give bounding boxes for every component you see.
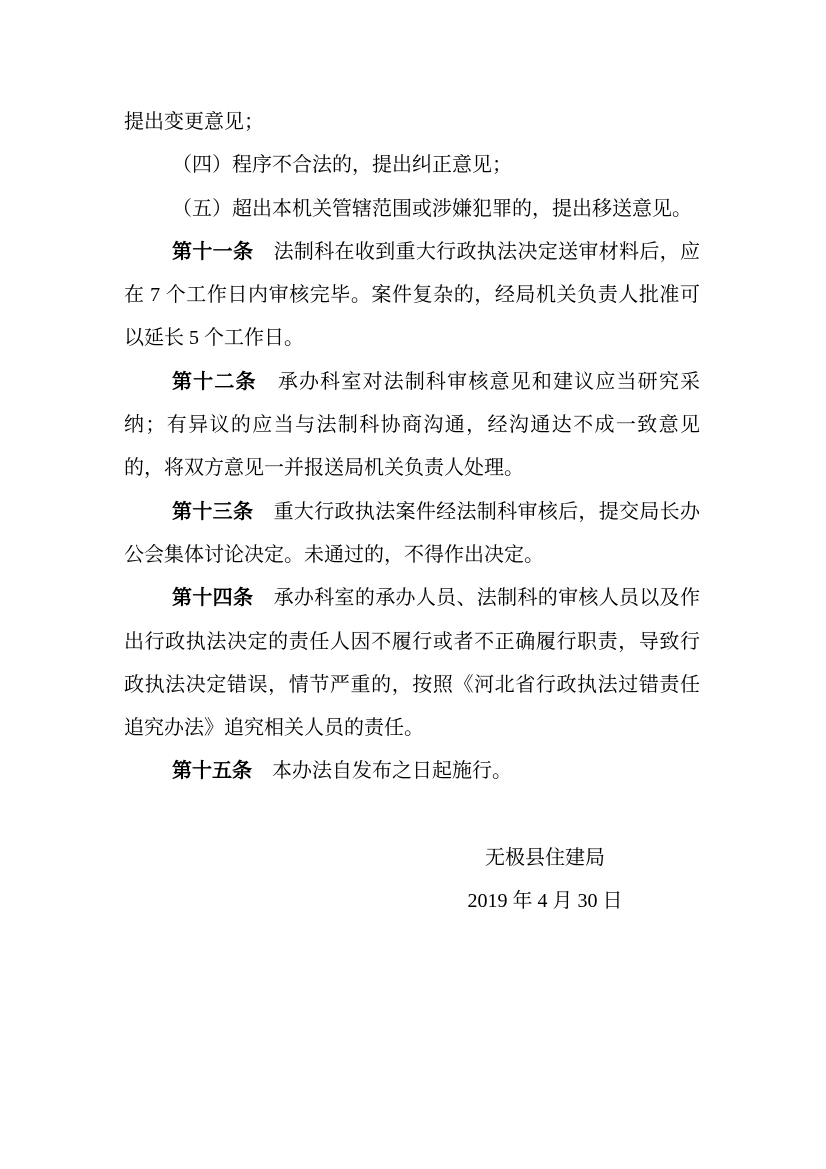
article-11-text: 法制科在收到重大行政执法决定送审材料后，应在 7 个工作日内审核完毕。案件复杂的，经局机关负责人批准可以延长 5 个工作日。 [124, 240, 701, 350]
signature-date: 2019 年 4 月 30 日 [467, 890, 623, 913]
article-13-number: 第十三条 [172, 500, 254, 523]
article-15-number: 第十五条 [172, 760, 252, 783]
article-13-text: 重大行政执法案件经法制科审核后，提交局长办公会集体讨论决定。未通过的，不得作出决定。 [124, 500, 701, 566]
paragraph-article-12 [124, 361, 700, 491]
article-11-number: 第十一条 [172, 240, 254, 263]
paragraph-item-five: （五）超出本机关管辖范围或涉嫌犯罪的，提出移送意见。 [172, 197, 692, 220]
article-15-text: 本办法自发布之日起施行。 [252, 760, 512, 783]
paragraph-item-four: （四）程序不合法的，提出纠正意见； [172, 154, 512, 177]
signature-block [390, 837, 700, 924]
paragraph-article-15 [124, 750, 700, 793]
paragraph-article-13 [124, 491, 700, 578]
document-body [124, 101, 700, 924]
article-14-number: 第十四条 [172, 587, 254, 610]
article-12-text: 承办科室对法制科审核意见和建议应当研究采纳；有异议的应当与法制科协商沟通，经沟通达不成一致意见的，将双方意见一并报送局机关负责人处理。 [124, 370, 701, 480]
signature-organization: 无极县住建局 [485, 847, 605, 870]
paragraph-continuation: 提出变更意见； [124, 111, 264, 133]
article-12-number: 第十二条 [172, 370, 257, 393]
paragraph-article-14 [124, 577, 700, 750]
article-14-text: 承办科室的承办人员、法制科的审核人员以及作出行政执法决定的责任人因不履行或者不正确履行职责，导致行政执法决定错误，情节严重的，按照《河北省行政执法过错责任追究办法》追究相关人员的责任。 [124, 587, 701, 740]
paragraph-article-11 [124, 231, 700, 361]
